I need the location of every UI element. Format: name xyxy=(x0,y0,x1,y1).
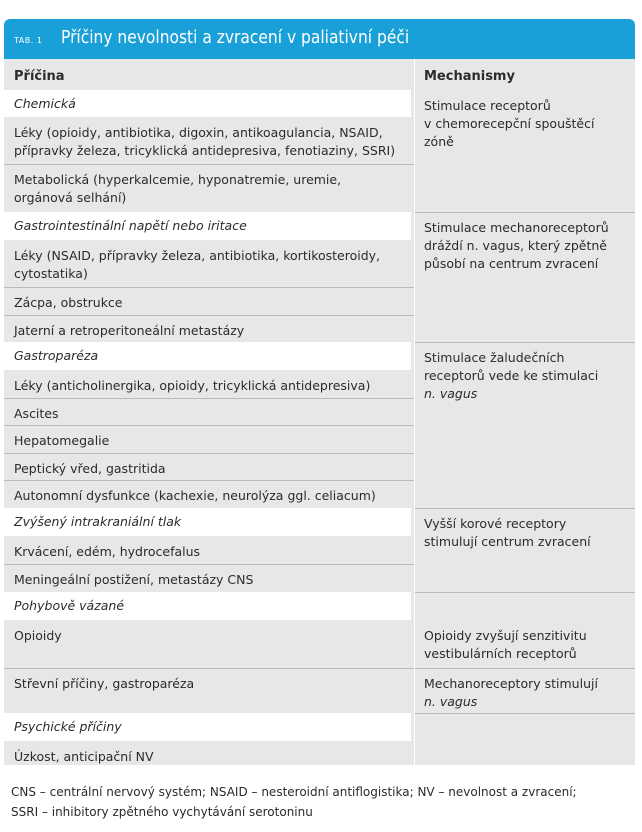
mechanism-cell xyxy=(414,624,635,668)
mechanism-blank xyxy=(415,592,635,620)
header-mechanism: Mechanismy xyxy=(424,69,515,84)
cause-text: Střevní příčiny, gastroparéza xyxy=(14,676,195,691)
cause-row xyxy=(4,624,414,668)
mechanism-text: dráždí n. vagus, který zpětně xyxy=(424,238,607,253)
mechanism-text: stimulují centrum zvracení xyxy=(424,534,591,549)
mechanism-cell xyxy=(414,216,635,342)
cause-text: přípravky železa, tricyklická antidepresiva, fenotiaziny, SSRI) xyxy=(14,143,396,158)
cause-row xyxy=(4,457,414,480)
cause-row xyxy=(4,244,414,287)
cause-text: Ascites xyxy=(14,406,59,421)
row-divider xyxy=(4,164,414,165)
cause-row xyxy=(4,484,414,508)
cause-row xyxy=(4,319,414,342)
cause-text: Zácpa, obstrukce xyxy=(14,295,123,310)
cause-row xyxy=(4,672,414,713)
cause-row xyxy=(4,291,414,315)
mechanism-cell xyxy=(414,672,635,713)
row-divider xyxy=(4,398,414,399)
cause-text: Autonomní dysfunkce (kachexie, neurolýza ggl. celiacum) xyxy=(14,488,376,503)
mechanism-blank xyxy=(415,713,635,741)
cause-row xyxy=(4,540,414,564)
cause-text: Krvácení, edém, hydrocefalus xyxy=(14,544,201,559)
header-cause: Příčina xyxy=(14,69,65,84)
category-row: Chemická xyxy=(4,90,411,117)
mechanism-text: Stimulace mechanoreceptorů xyxy=(424,220,609,235)
row-divider xyxy=(414,668,635,669)
row-divider xyxy=(414,342,635,343)
table-number: TAB. 1 xyxy=(14,36,43,45)
footnote-line: SSRI – inhibitory zpětného vychytávání serotoninu xyxy=(11,805,313,819)
row-divider xyxy=(4,668,414,669)
cause-text: Meningeální postižení, metastázy CNS xyxy=(14,572,254,587)
cause-text: cytostatika) xyxy=(14,266,88,281)
mechanism-text: zóně xyxy=(424,134,454,149)
cause-text: Hepatomegalie xyxy=(14,433,110,448)
mechanism-text: vestibulárních receptorů xyxy=(424,646,577,661)
mechanism-text: Vyšší korové receptory xyxy=(424,516,567,531)
row-divider xyxy=(4,480,414,481)
row-divider xyxy=(414,508,635,509)
cause-text: Opioidy xyxy=(14,628,62,643)
table-title-bar xyxy=(4,19,635,59)
mechanism-text: n. vagus xyxy=(424,694,478,709)
mechanism-text: v chemorecepční spouštěcí xyxy=(424,116,595,131)
cause-row xyxy=(4,168,414,212)
cause-text: Metabolická (hyperkalcemie, hyponatremie, uremie, xyxy=(14,172,342,187)
mechanism-text: n. vagus xyxy=(424,386,478,401)
footnote-line: CNS – centrální nervový systém; NSAID – nesteroidní antiflogistika; NV – nevolnost a zvracení; xyxy=(11,785,577,799)
category-row: Gastroparéza xyxy=(4,342,411,370)
mechanism-text: Opioidy zvyšují senzitivitu xyxy=(424,628,587,643)
cause-text: Léky (anticholinergika, opioidy, tricyklická antidepresiva) xyxy=(14,378,371,393)
table-title: Příčiny nevolnosti a zvracení v paliativní péči xyxy=(61,27,410,48)
mechanism-text: Mechanoreceptory stimulují xyxy=(424,676,598,691)
mechanism-text: Stimulace žaludečních xyxy=(424,350,565,365)
mechanism-cell xyxy=(414,346,635,508)
category-row: Psychické příčiny xyxy=(4,713,411,741)
mechanism-cell xyxy=(414,512,635,592)
row-divider xyxy=(4,564,414,565)
cause-row xyxy=(4,402,414,425)
row-divider xyxy=(4,315,414,316)
mechanism-cell xyxy=(414,94,635,212)
table-footnote xyxy=(11,782,631,822)
row-divider xyxy=(4,287,414,288)
cause-text: orgánová selhání) xyxy=(14,190,127,205)
cause-row xyxy=(4,745,414,765)
row-divider xyxy=(4,425,414,426)
category-row: Pohybově vázané xyxy=(4,592,411,620)
cause-text: Jaterní a retroperitoneální metastázy xyxy=(14,323,245,338)
category-row: Zvýšený intrakraniální tlak xyxy=(4,508,411,536)
cause-row xyxy=(4,121,414,164)
causes-table xyxy=(4,59,635,765)
row-divider xyxy=(414,713,635,714)
row-divider xyxy=(414,592,635,593)
cause-text: Léky (NSAID, přípravky železa, antibiotika, kortikosteroidy, xyxy=(14,248,381,263)
row-divider xyxy=(414,212,635,213)
cause-row xyxy=(4,429,414,453)
cause-row xyxy=(4,374,414,398)
cause-text: Léky (opioidy, antibiotika, digoxin, antikoagulancia, NSAID, xyxy=(14,125,383,140)
mechanism-text: Stimulace receptorů xyxy=(424,98,551,113)
cause-text: Peptický vřed, gastritida xyxy=(14,461,166,476)
cause-text: Úzkost, anticipační NV xyxy=(14,749,154,764)
mechanism-text: působí na centrum zvracení xyxy=(424,256,599,271)
column-divider xyxy=(414,59,415,765)
category-row: Gastrointestinální napětí nebo iritace xyxy=(4,212,411,240)
cause-row xyxy=(4,568,414,592)
row-divider xyxy=(4,453,414,454)
mechanism-text: receptorů vede ke stimulaci xyxy=(424,368,599,383)
